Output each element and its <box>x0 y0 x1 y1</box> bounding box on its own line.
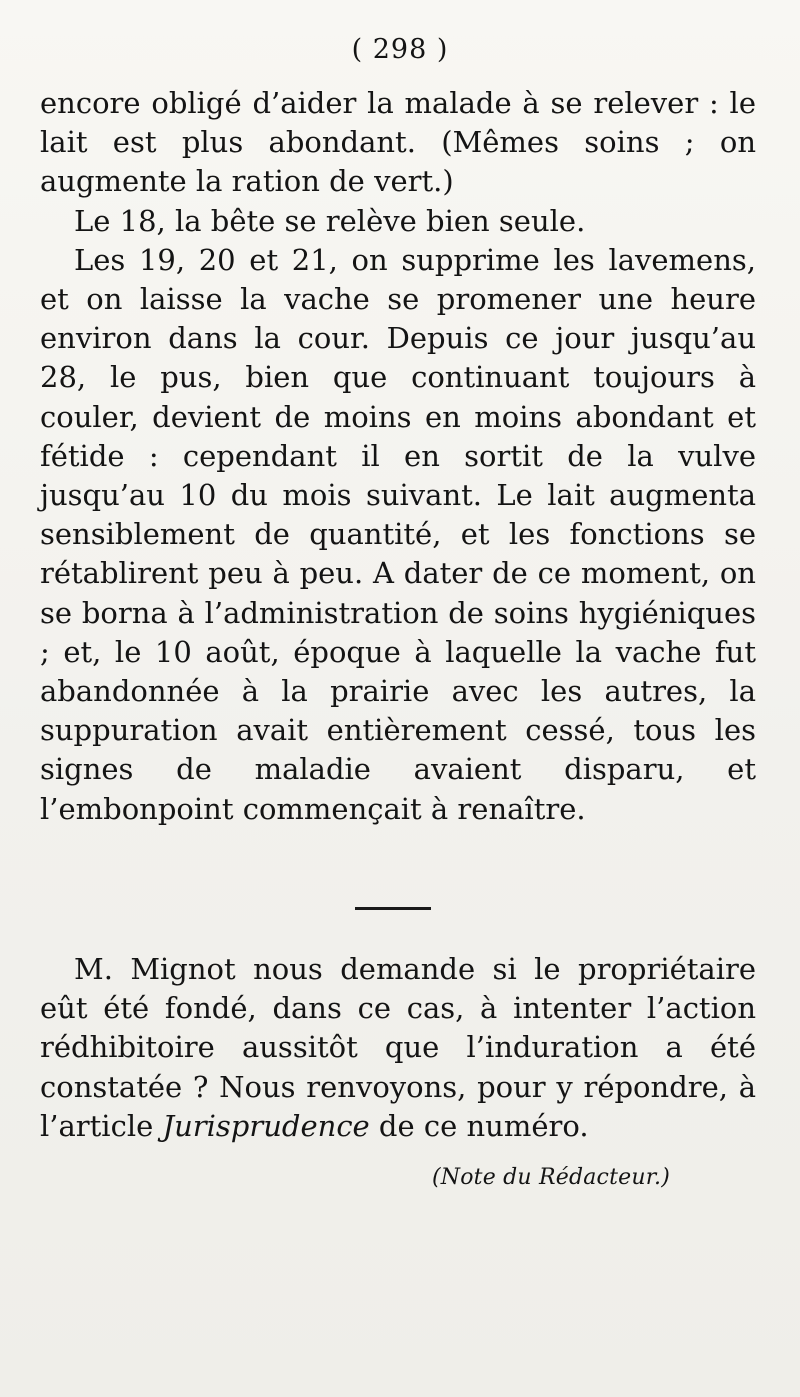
page-number: ( 298 ) <box>351 34 449 65</box>
paragraph-continuation: encore obligé d’aider la malade à se relever : le lait est plus abondant. (Mêmes soins ; on augmente la ration de vert.) <box>40 86 756 199</box>
note-paragraph <box>40 950 756 1146</box>
paragraph-days-19-21: Les 19, 20 et 21, on supprime les lavemens, et on laisse la vache se promener une heure environ dans la cour. Depuis ce jour jusqu’au 28, le pus, bien que continuant toujours à couler, devient de moins en moins abondant et fétide : cependant il en sortit de la vulve jusqu’au 10 du mois suivant. Le lait augmenta sensiblement de quantité, et les fonctions se rétablirent peu à peu. A dater de ce moment, on se borna à l’administration de soins hygiéniques ; et, le 10 août, époque à laquelle la vache fut abandonnée à la prairie avec les autres, la suppuration avait entièrement cessé, tous les signes de maladie avaient disparu, et l’embonpoint commençait à renaître. <box>40 242 756 826</box>
editor-note-text <box>40 950 756 1146</box>
note-italic-reference: Jurisprudence <box>162 1108 370 1143</box>
main-text <box>40 84 756 829</box>
note-text-after: de ce numéro. <box>369 1108 589 1143</box>
paragraph-day-18: Le 18, la bête se relève bien seule. <box>74 203 586 238</box>
note-text-before: M. Mignot nous demande si le propriétaire eût été fondé, dans ce cas, à intenter l’action rédhibitoire aussitôt que l’induration a été constatée ? Nous renvoyons, pour y répondre, à l’article <box>40 952 756 1143</box>
section-divider <box>355 907 431 910</box>
note-attribution: (Note du Rédacteur.) <box>432 1165 670 1190</box>
